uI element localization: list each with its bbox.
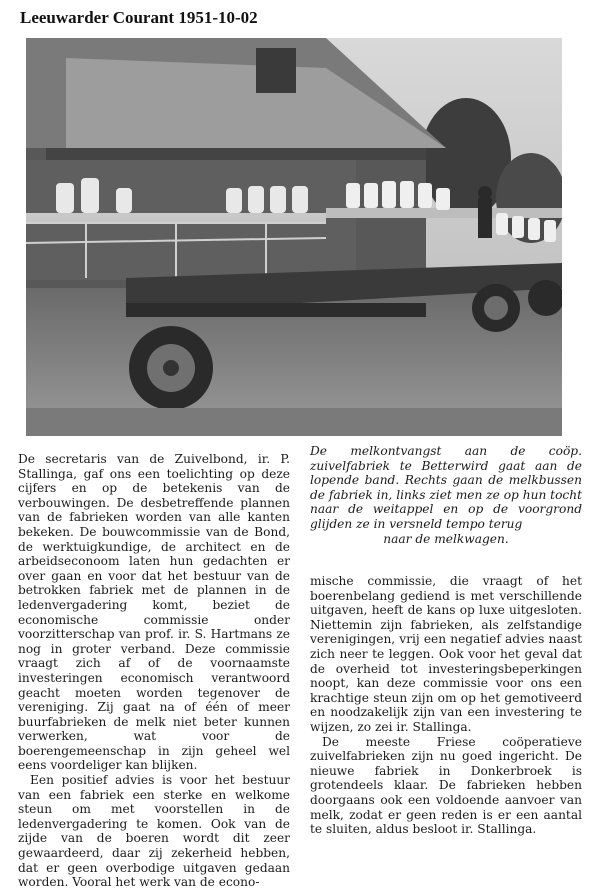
article-paragraph: De meeste Friese coöperatieve zuivelfabrieken zijn nu goed ingericht. De nieuwe fabriek in Donkerbroek is grotendeels klaar. De fabrieken hebben doorgaans ook een voldoende aanvoer van melk, zodat er geen reden is er een aantal te sluiten, aldus besloot ir. Stallinga. (310, 734, 582, 837)
newspaper-masthead: Leeuwarder Courant 1951-10-02 (20, 8, 258, 27)
caption-text: De melkontvangst aan de coöp. zuivelfabriek te Betterwird gaat aan de lopende band. Rechts gaan de melkbussen de fabriek in, links ziet men ze op hun tocht naar de weitappel en op de voorgrond glijden ze in versneld tempo terug (310, 444, 582, 531)
article-paragraph: Een positief advies is voor het bestuur van een fabriek een sterke en welkome steun om met voorstellen in de ledenvergadering te komen. Ook van de zijde van de boeren wordt dit zeer gewaardeerd, daar zij zekerheid hebben, dat er geen overbodige uitgaven gedaan worden. Vooral het werk van de econo- (18, 773, 290, 890)
article-paragraph: mische commissie, die vraagt of het boerenbelang gediend is met verschillende uitgaven, heeft de kans op luxe uitgesloten. Niettemin zijn fabrieken, als zelfstandige verenigingen, vrij een negatief advies naast zich neer te leggen. Ook voor het geval dat de overheid tot investeringsbeperkingen noopt, kan deze commissie voor ons een krachtige steun zijn om op het gemotiveerd en noodzakelijk zijn van een investering te wijzen, zo zei ir. Stallinga. (310, 574, 582, 734)
article-paragraph: De secretaris van de Zuivelbond, ir. P. Stallinga, gaf ons een toelichting op deze cijfers en op de betekenis van de verbouwingen. De desbetreffende plannen van de fabrieken worden van alle kanten bekeken. De bouwcommissie van de Bond, de werktuigkundige, de architect en de arbeidseconoom laten hun gedachten er over gaan en voor dat het bestuur van de betrokken fabriek met de plannen in de ledenvergadering komt, beziet de economische commissie onder voorzitterschap van prof. ir. S. Hartmans ze nog in groter verband. Deze commissie vraagt zich af of de voornaamste investeringen economisch verantwoord geacht moeten worden tegenover de vereniging. Zij gaat na of één of meer buurfabrieken de melk niet beter kunnen verwerken, wat voor de boerengemeenschap in zijn geheel wel eens voordeliger kan blijken. (18, 452, 290, 773)
article-column-left (18, 452, 290, 890)
caption-last-line: naar de melkwagen. (383, 531, 509, 546)
photo-caption (310, 444, 582, 546)
milk-churns-conveyor-photo (26, 38, 562, 436)
article-column-right (310, 574, 582, 837)
